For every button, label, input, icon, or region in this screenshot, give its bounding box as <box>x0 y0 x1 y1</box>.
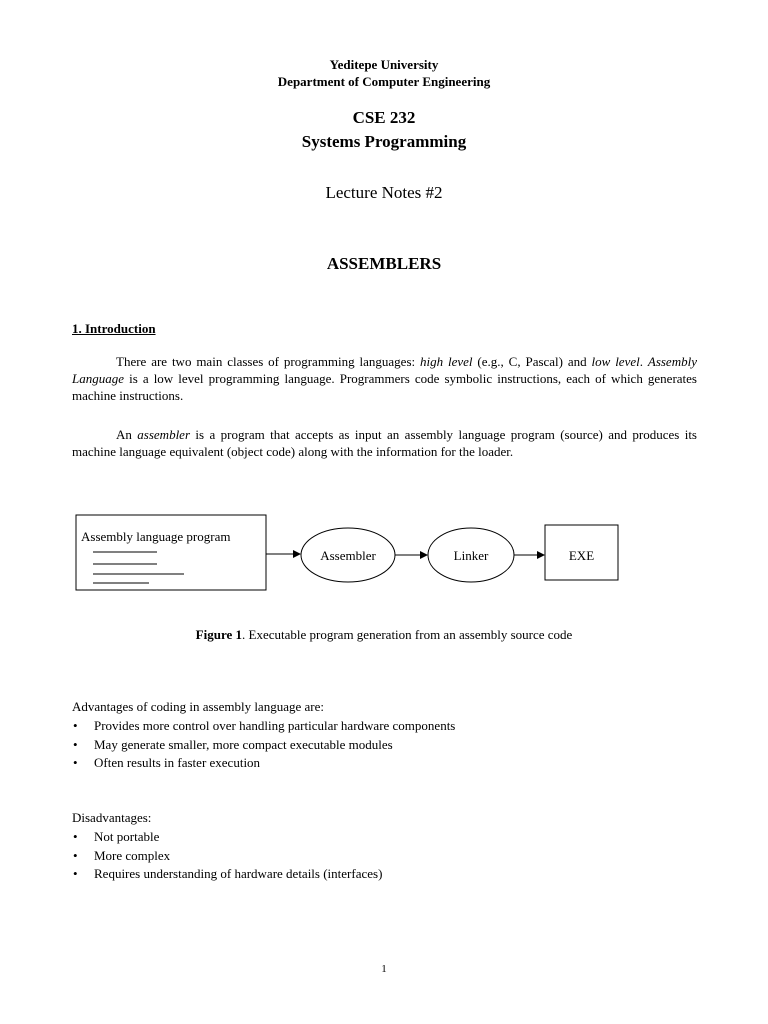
course-title: Systems Programming <box>301 132 467 151</box>
university-name: Yeditepe University <box>329 57 439 72</box>
lecture-number: Lecture Notes #2 <box>325 183 443 202</box>
list-item: • Not portable <box>72 828 697 847</box>
figure-1-diagram <box>0 500 768 600</box>
page-number: 1 <box>381 963 387 975</box>
source-program-label: Assembly language program <box>81 529 231 544</box>
disadvantages-list <box>72 828 697 884</box>
list-item: • Provides more control over handling particular hardware components <box>72 717 697 736</box>
disadvantages-intro: Disadvantages: <box>72 810 152 825</box>
list-item: • Often results in faster execution <box>72 754 697 773</box>
list-item: • Requires understanding of hardware details (interfaces) <box>72 865 697 884</box>
department-name: Department of Computer Engineering <box>277 74 491 89</box>
intro-paragraph-1: There are two main classes of programming languages: high level (e.g., C, Pascal) and low level. Assembly Language is a low level programming language. Programmers code symbolic instructions, each of which generates machine instructions. <box>72 354 697 403</box>
course-code: CSE 232 <box>352 108 416 127</box>
exe-label: EXE <box>568 548 595 563</box>
list-item: • More complex <box>72 847 697 866</box>
intro-paragraph-2: An assembler is a program that accepts as input an assembly language program (source) and produces its machine language equivalent (object code) along with the information for the loader. <box>72 427 697 459</box>
figure-1-caption: Figure 1. Executable program generation from an assembly source code <box>195 627 573 642</box>
linker-label: Linker <box>453 548 489 563</box>
advantages-list <box>72 717 697 773</box>
section-heading-introduction: 1. Introduction <box>72 321 156 336</box>
assembler-label: Assembler <box>320 548 376 563</box>
advantages-intro: Advantages of coding in assembly language are: <box>72 699 324 714</box>
list-item: • May generate smaller, more compact executable modules <box>72 736 697 755</box>
topic-title: ASSEMBLERS <box>326 254 442 273</box>
